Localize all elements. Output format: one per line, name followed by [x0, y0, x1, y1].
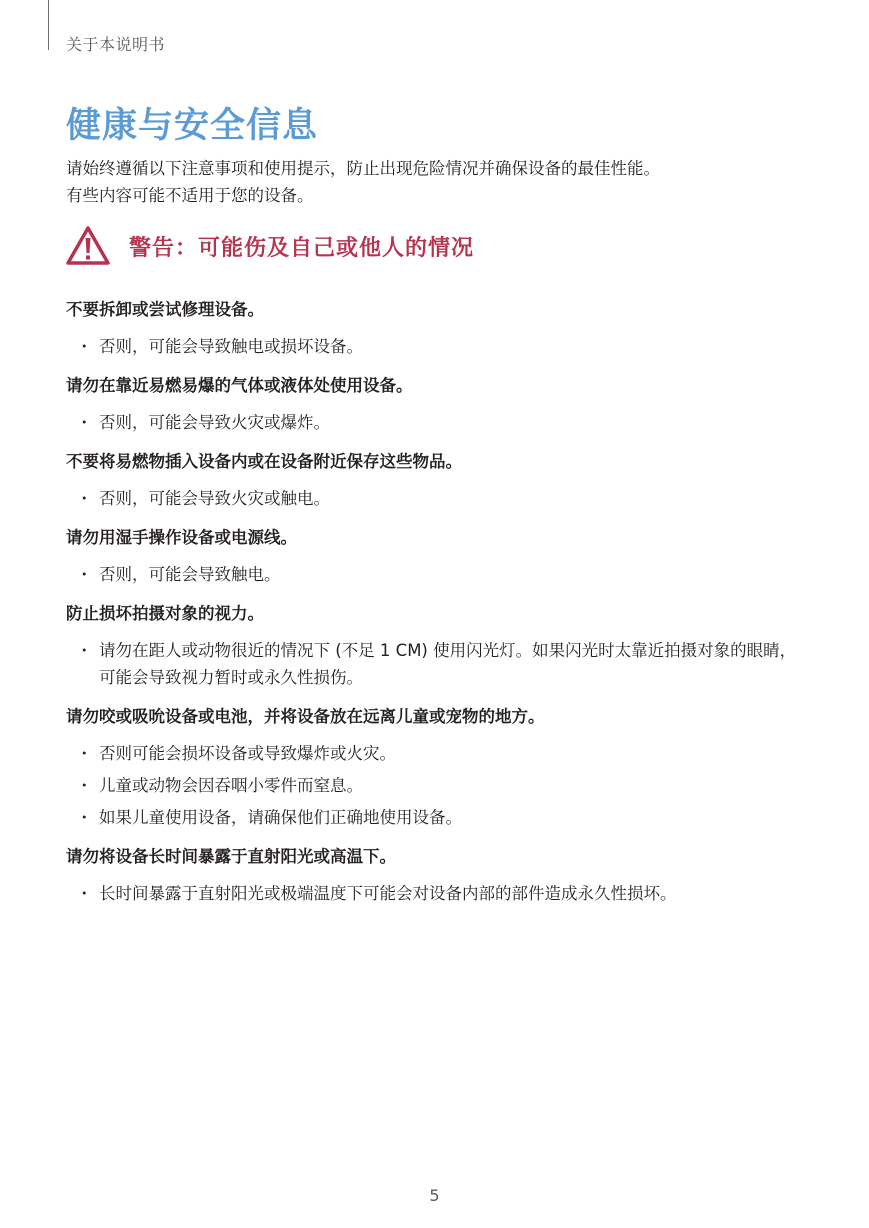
bullet-dot: ・ [76, 565, 93, 584]
bullet-dot: ・ [76, 489, 93, 508]
list-item-text: 长时间暴露于直射阳光或极端温度下可能会对设备内部的部件造成永久性损坏。 [99, 884, 677, 903]
bullet-dot: ・ [76, 808, 93, 827]
section-heading: 不要将易燃物插入设备内或在设备附近保存这些物品。 [66, 452, 462, 471]
warning-title: 警告：可能伤及自己或他人的情况 [129, 235, 475, 261]
list-item [66, 804, 806, 831]
list-item [66, 772, 806, 799]
list-item-text: 否则，可能会导致触电。 [99, 565, 281, 584]
section-heading: 请勿咬或吸吮设备或电池，并将设备放在远离儿童或宠物的地方。 [66, 707, 545, 726]
bullet-list [66, 333, 806, 360]
list-item [66, 485, 806, 512]
section-heading: 防止损坏拍摄对象的视力。 [66, 604, 264, 623]
list-item-text: 请勿在距人或动物很近的情况下 (不足 1 CM) 使用闪光灯。如果闪光时太靠近拍摄对象的眼睛，可能会导致视力暂时或永久性损伤。 [99, 641, 797, 687]
page-title: 健康与安全信息 [66, 106, 319, 146]
warning-triangle-icon [66, 226, 110, 266]
bullet-list [66, 409, 806, 436]
list-item-text: 否则，可能会导致触电或损坏设备。 [99, 337, 363, 356]
section-heading: 请勿将设备长时间暴露于直射阳光或高温下。 [66, 847, 396, 866]
safety-section [66, 448, 806, 512]
safety-sections [66, 296, 806, 919]
intro-line: 请始终遵循以下注意事项和使用提示，防止出现危险情况并确保设备的最佳性能。 [66, 159, 660, 178]
intro-line: 有些内容可能不适用于您的设备。 [66, 186, 314, 205]
safety-section [66, 524, 806, 588]
list-item [66, 880, 806, 907]
bullet-list [66, 637, 806, 691]
list-item [66, 333, 806, 360]
list-item-text: 儿童或动物会因吞咽小零件而窒息。 [99, 776, 363, 795]
section-label: 关于本说明书 [66, 35, 166, 54]
list-item [66, 409, 806, 436]
section-heading: 不要拆卸或尝试修理设备。 [66, 300, 264, 319]
section-heading: 请勿用湿手操作设备或电源线。 [66, 528, 297, 547]
safety-section [66, 372, 806, 436]
bullet-list [66, 485, 806, 512]
list-item-text: 否则，可能会导致火灾或触电。 [99, 489, 330, 508]
intro-paragraph [66, 155, 806, 209]
bullet-list [66, 740, 806, 831]
bullet-dot: ・ [76, 884, 93, 903]
list-item-text: 否则可能会损坏设备或导致爆炸或火灾。 [99, 744, 396, 763]
header-rule [48, 0, 49, 50]
page-number: 5 [429, 1186, 440, 1205]
warning-banner [66, 226, 474, 266]
list-item-text: 否则，可能会导致火灾或爆炸。 [99, 413, 330, 432]
list-item-text: 如果儿童使用设备，请确保他们正确地使用设备。 [99, 808, 462, 827]
bullet-dot: ・ [76, 744, 93, 763]
bullet-dot: ・ [76, 413, 93, 432]
list-item [66, 740, 806, 767]
section-heading: 请勿在靠近易燃易爆的气体或液体处使用设备。 [66, 376, 413, 395]
safety-section [66, 703, 806, 831]
safety-section [66, 600, 806, 691]
bullet-dot: ・ [76, 641, 93, 660]
safety-section [66, 296, 806, 360]
safety-section [66, 843, 806, 907]
bullet-list [66, 561, 806, 588]
bullet-dot: ・ [76, 776, 93, 795]
bullet-dot: ・ [76, 337, 93, 356]
list-item [66, 561, 806, 588]
bullet-list [66, 880, 806, 907]
list-item [66, 637, 806, 691]
